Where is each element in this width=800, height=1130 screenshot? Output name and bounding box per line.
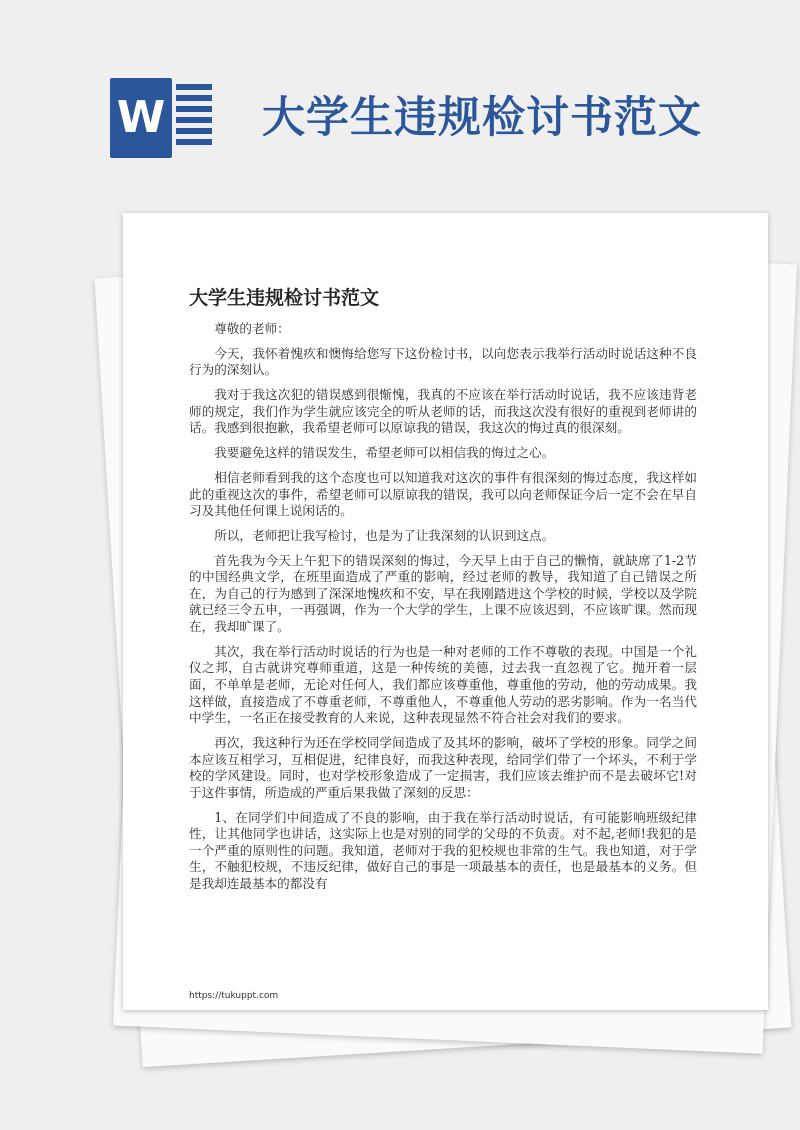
word-logo-letter: W	[110, 78, 172, 158]
word-document-icon	[110, 72, 212, 164]
paragraph: 所以，老师把让我写检讨，也是为了让我深刻的认识到这点。	[214, 527, 555, 543]
paragraph: 我对于我这次犯的错误感到很惭愧，我真的不应该在举行活动时说话，我不应该违背老师的规定，我们作为学生就应该完全的听从老师的话，而我这次没有很好的重视到老师讲的话。我感到很抱歉，我希望老师可以原谅我的错误，我这次的悔过真的很深刻。	[189, 387, 697, 436]
paragraph: 首先我为今天上午犯下的错误深刻的悔过，今天早上由于自己的懒惰，就缺席了1-2节的中国经典文学，在班里面造成了严重的影响，经过老师的教导，我知道了自己错误之所在，为自己的行为感到了深深地愧疚和不安，早在我刚踏进这个学校的时候，学校以及学院就已经三令五申，一再强调，作为一个大学的学生，上课不应该迟到，不应该旷课。然而现在，我却旷课了。	[189, 552, 697, 635]
paragraph: 尊敬的老师：	[214, 321, 290, 336]
document-page	[123, 213, 768, 1010]
banner-title: 大学生违规检讨书范文	[262, 93, 702, 143]
word-logo-lines	[176, 84, 212, 156]
paragraph: 1、在同学们中间造成了不良的影响，由于我在举行活动时说话，有可能影响班级纪律性，让其他同学也讲话，这实际上也是对别的同学的父母的不负责。对不起,老师!我犯的是一个严重的原则性的问题。我知道，老师对于我的犯校规也非常的生气。我也知道，对于学生，不触犯校规，不违反纪律，做好自己的事是一项最基本的责任，也是最基本的义务。但是我却连最基本的都没有	[189, 809, 697, 891]
paragraph: 再次，我这种行为还在学校同学间造成了及其坏的影响，破坏了学校的形象。同学之间本应该互相学习，互相促进，纪律良好，而我这种表现，给同学们带了一个坏头，不利于学校的学风建设。同时，也对学校形象造成了一定损害，我们应该去维护而不是去破坏它!对于这件事情，所造成的严重后果我做了深刻的反思：	[189, 734, 697, 800]
paragraph: 相信老师看到我的这个态度也可以知道我对这次的事件有很深刻的悔过态度，我这样如此的重视这次的事件，希望老师可以原谅我的错误，我可以向老师保证今后一定不会在早自习及其他任何课上说闲话的。	[189, 469, 697, 519]
paragraph: 今天，我怀着愧疚和懊悔给您写下这份检讨书，以向您表示我举行活动时说话这种不良行为的深刻认。	[189, 345, 697, 378]
document-title: 大学生违规检讨书范文	[189, 287, 380, 309]
paragraph: 我要避免这样的错误发生，希望老师可以相信我的悔过之心。	[214, 445, 555, 461]
page-header	[0, 0, 800, 200]
paragraph: 其次，我在举行活动时说话的行为也是一种对老师的工作不尊敬的表现。中国是一个礼仪之邦，自古就讲究尊师重道，这是一种传统的美德，过去我一直忽视了它。抛开着一层面，不单单是老师，无论对任何人，我们都应该尊重他，尊重他的劳动，他的劳动成果。我这样做，直接造成了不尊重老师，不尊重他人，不尊重他人劳动的恶劣影响。作为一名当代中学生，一名正在接受教育的人来说，这种表现显然不符合社会对我们的要求。	[189, 643, 697, 726]
footer-url: https://tukuppt.com	[189, 991, 279, 1001]
document-body	[189, 321, 697, 901]
